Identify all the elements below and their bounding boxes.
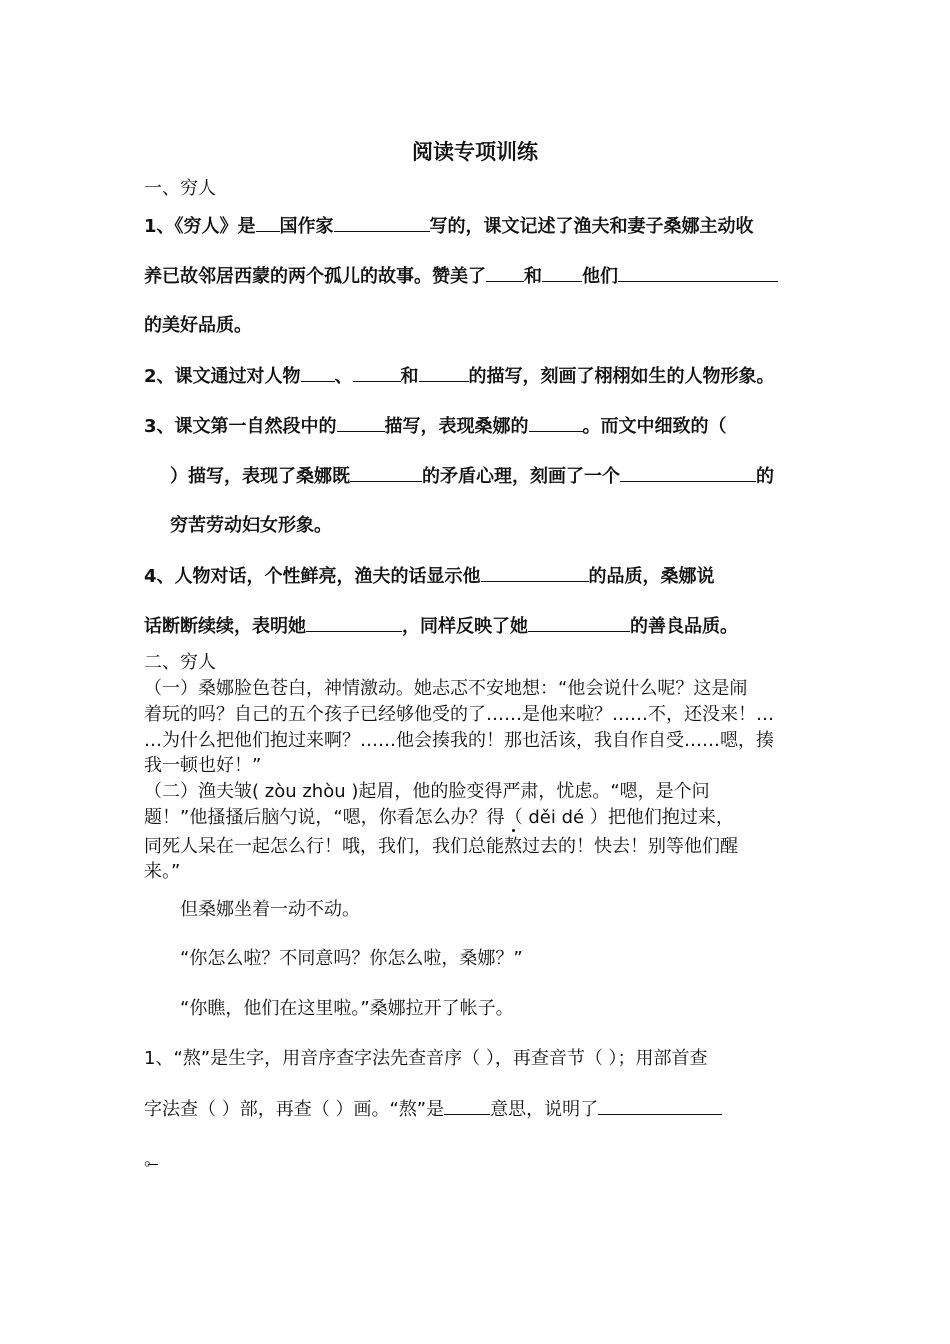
text: 他们 [582, 266, 618, 287]
text: 字法查（ ）部，再查（ ）画。“熬”是 [144, 1099, 445, 1120]
answer-blank[interactable] [334, 213, 430, 232]
answer-blank[interactable] [542, 263, 582, 282]
answer-blank[interactable] [444, 1096, 490, 1115]
s1-q1-line3: 的美好品质。 [144, 315, 252, 336]
text: 1、《穷人》是 [144, 216, 256, 237]
page-title: 阅读专项训练 [412, 140, 538, 164]
text: 同死人呆在一起怎么行！哦，我们，我们总能 [144, 836, 504, 857]
answer-blank[interactable] [419, 363, 469, 382]
answer-blank[interactable] [618, 263, 778, 282]
answer-blank[interactable] [301, 363, 335, 382]
emphasized-char: 熬 [504, 834, 522, 860]
text: 4、人物对话，个性鲜亮，渔夫的话显示他 [144, 566, 481, 587]
s1-q3-line1 [144, 413, 727, 440]
passage-p1-line: …为什么把他们抱过来啊？……他会揍我的！那也活该，我自作自受……嗯，揍 [144, 730, 774, 751]
answer-blank[interactable] [306, 613, 402, 632]
answer-blank[interactable] [148, 1146, 158, 1165]
answer-blank[interactable] [598, 1096, 722, 1115]
text: 的 [756, 466, 774, 487]
s1-q1-line1 [144, 213, 754, 240]
passage-p2-line: 来。” [144, 861, 181, 882]
answer-blank[interactable] [337, 413, 385, 432]
answer-blank[interactable] [350, 463, 422, 482]
passage-p2-line: 题！”他搔搔后脑勺说，“嗯，你看怎么办？得（ děi dé ）把他们抱过来， [144, 807, 734, 828]
passage-p5: “你瞧，他们在这里啦。”桑娜拉开了帐子。 [180, 998, 514, 1019]
text: 和 [524, 266, 542, 287]
passage-p2-line: （二）渔夫皱( zòu zhòu )起眉，他的脸变得严肃，忧虑。“嗯，是个问 [144, 781, 710, 802]
s1-q3-line3: 穷苦劳动妇女形象。 [170, 515, 332, 536]
answer-blank[interactable] [620, 463, 756, 482]
s1-q4-line1 [144, 563, 715, 590]
text: 国作家 [279, 216, 334, 237]
s1-q2-line1 [144, 363, 775, 390]
passage-p1-line: 着玩的吗？自己的五个孩子已经够他受的了……是他来啦？……不，还没来！… [144, 704, 774, 725]
text: 3、课文第一自然段中的 [144, 416, 337, 437]
answer-blank[interactable] [529, 413, 583, 432]
text: 描写，表现桑娜的 [384, 416, 529, 437]
text: 和 [400, 366, 419, 387]
s2-q1-line1: 1、“熬”是生字，用音序查字法先查音序（ ），再查音节（ ）；用部首查 [144, 1048, 708, 1069]
answer-blank[interactable] [486, 263, 524, 282]
s1-q1-line2 [144, 263, 778, 290]
text: 的品质，桑娜说 [588, 566, 715, 587]
s1-q4-line2 [144, 613, 738, 640]
text: 的描写，刻画了栩栩如生的人物形象。 [468, 366, 775, 387]
passage-p3: 但桑娜坐着一动不动。 [180, 899, 360, 920]
answer-blank[interactable] [528, 613, 630, 632]
text: 。而文中细致的（ [582, 416, 727, 437]
s1-q3-line2 [170, 463, 774, 490]
text: 。 [144, 1149, 162, 1170]
text: 写的，课文记述了渔夫和妻子桑娜主动收 [429, 216, 754, 237]
section-2-heading: 二、穷人 [144, 652, 216, 673]
text: 的善良品质。 [630, 616, 738, 637]
answer-blank[interactable] [481, 563, 589, 582]
text: 的矛盾心理，刻画了一个 [422, 466, 620, 487]
text: 2、课文通过对人物 [144, 366, 301, 387]
text: 话断断续续，表明她 [144, 616, 306, 637]
answer-blank[interactable] [256, 213, 280, 232]
text: 养已故邻居西蒙的两个孤儿的故事。赞美了 [144, 266, 486, 287]
passage-p1-line: 我一顿也好！” [144, 755, 262, 776]
s2-q1-line2 [144, 1096, 722, 1123]
text: 意思，说明了 [490, 1099, 599, 1120]
text: 、 [334, 366, 353, 387]
text: 过去的！快去！别等他们醒 [522, 836, 738, 857]
s2-q1-line3 [144, 1146, 162, 1173]
passage-p1-line: （一）桑娜脸色苍白，神情激动。她忐忑不安地想：“他会说什么呢？这是闹 [144, 678, 748, 699]
answer-blank[interactable] [353, 363, 401, 382]
passage-p2-line [144, 834, 738, 860]
text: ，同样反映了她 [402, 616, 528, 637]
section-1-heading: 一、穷人 [144, 178, 216, 199]
text: ）描写，表现了桑娜既 [170, 466, 350, 487]
passage-p4: “你怎么啦？不同意吗？你怎么啦，桑娜？” [180, 948, 523, 969]
